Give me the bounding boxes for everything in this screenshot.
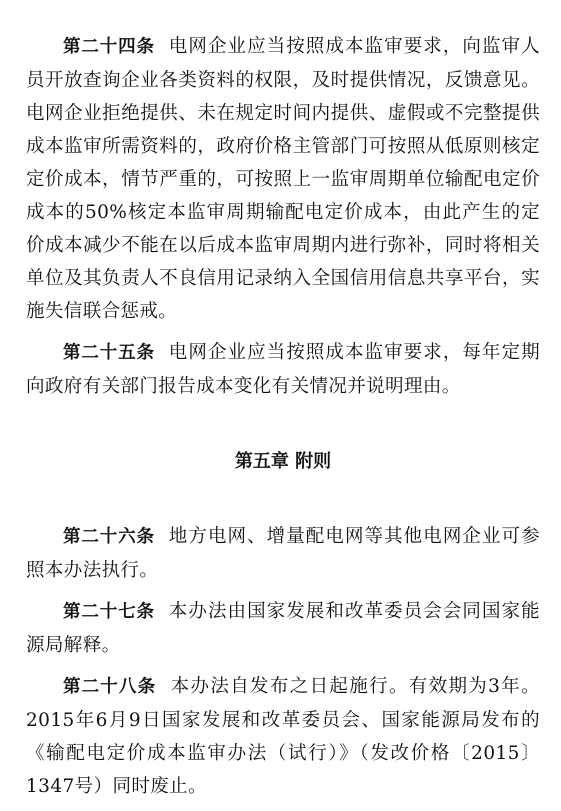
article-number: 第二十五条 (63, 343, 155, 363)
article-body: 本办法自发布之日起施行。有效期为3年。2015年6月9日国家发展和改革委员会、国家能源局发布的《输配电定价成本监审办法（试行）》（发改价格〔2015〕1347号）同时废止。 (26, 676, 541, 797)
article-number: 第二十四条 (63, 37, 155, 57)
article-body: 地方电网、增量配电网等其他电网企业可参照本办法执行。 (26, 526, 541, 581)
article-25 (26, 336, 540, 403)
article-number: 第二十六条 (63, 527, 155, 547)
document-page (26, 30, 540, 811)
article-27 (26, 595, 540, 662)
article-body: 电网企业应当按照成本监审要求，每年定期向政府有关部门报告成本变化有关情况并说明理由。 (26, 342, 541, 397)
article-26 (26, 520, 540, 587)
article-body: 本办法由国家发展和改革委员会会同国家能源局解释。 (26, 601, 541, 656)
chapter-heading: 第五章 附则 (234, 451, 332, 472)
article-24 (26, 30, 540, 328)
article-number: 第二十八条 (63, 677, 157, 697)
article-body: 电网企业应当按照成本监审要求，向监审人员开放查询企业各类资料的权限，及时提供情况，反馈意见。电网企业拒绝提供、未在规定时间内提供、虚假或不完整提供成本监审所需资料的，政府价格主管部门可按照从低原则核定定价成本，情节严重的，可按照上一监审周期单位输配电定价成本的50%核定本监审周期输配电定价成本，由此产生的定价成本减少不能在以后成本监审周期内进行弥补，同时将相关单位及其负责人不良信用记录纳入全国信用信息共享平台，实施失信联合惩戒。 (26, 36, 541, 322)
article-28 (26, 670, 540, 803)
article-number: 第二十七条 (63, 602, 155, 622)
